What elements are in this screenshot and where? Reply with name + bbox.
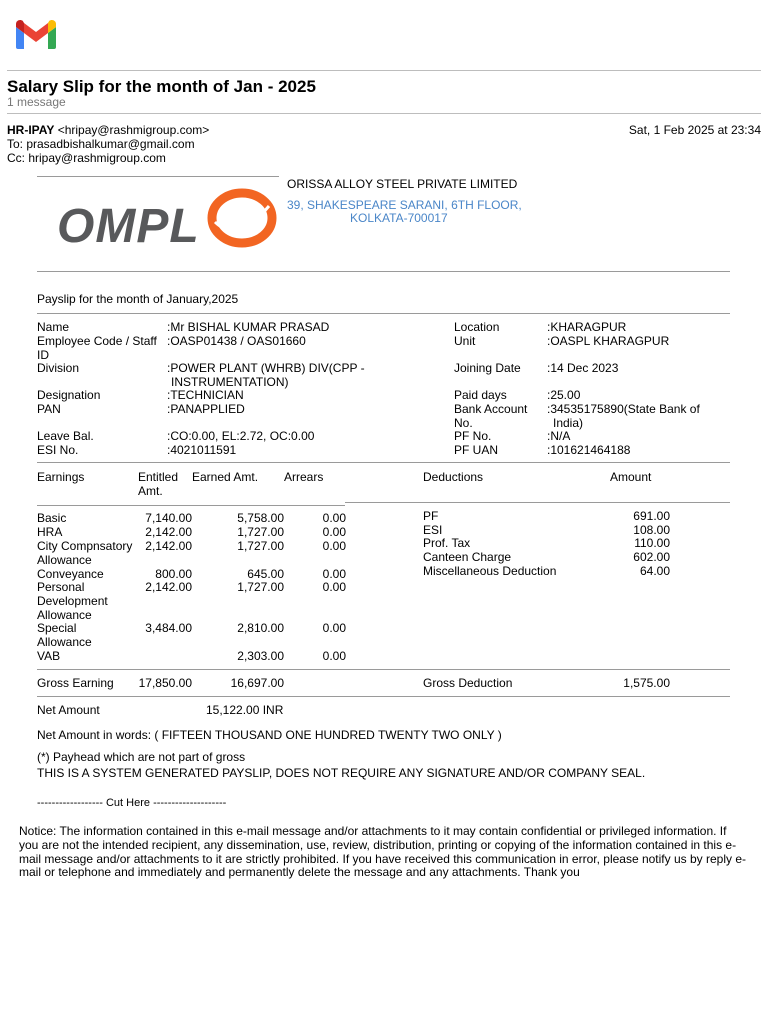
totals-top-line	[37, 669, 730, 670]
gross-entitled: 17,850.00	[138, 676, 192, 690]
amount-header: Amount	[610, 470, 652, 484]
gross-deduction-label: Gross Deduction	[423, 676, 513, 690]
company-divider	[37, 271, 730, 272]
header-divider	[7, 70, 761, 71]
company-address-line1: 39, SHAKESPEARE SARANI, 6TH FLOOR,	[287, 198, 522, 212]
name-value: :Mr BISHAL KUMAR PRASAD	[167, 320, 330, 334]
earning-earned: 1,727.00	[237, 525, 284, 539]
earning-earned: 645.00	[247, 567, 284, 581]
company-address-line2: KOLKATA-700017	[350, 211, 448, 225]
deduction-amount: 691.00	[633, 509, 670, 523]
system-generated-note: THIS IS A SYSTEM GENERATED PAYSLIP, DOES NOT REQUIRE ANY SIGNATURE AND/OR COMPANY SEAL.	[37, 766, 646, 780]
leave-value: :CO:0.00, EL:2.72, OC:0.00	[167, 429, 315, 443]
cut-here: ------------------ Cut Here --------------------	[37, 797, 227, 809]
pf-value: :N/A	[547, 429, 571, 443]
payslip-title: Payslip for the month of January,2025	[37, 292, 239, 306]
esi-value: :4021011591	[167, 443, 237, 457]
name-label: Name	[37, 320, 70, 334]
joining-label: Joining Date	[454, 361, 521, 375]
earning-entitled: 7,140.00	[145, 511, 192, 525]
earning-arrears: 0.00	[322, 649, 346, 663]
details-divider	[37, 462, 730, 463]
earning-entitled: 2,142.00	[145, 525, 192, 539]
deduction-amount: 108.00	[633, 523, 670, 537]
earning-earned: 1,727.00	[237, 539, 284, 553]
pan-value: :PANAPPLIED	[167, 402, 245, 416]
gross-earning-label: Gross Earning	[37, 676, 114, 690]
earning-arrears: 0.00	[322, 511, 346, 525]
earning-arrears: 0.00	[322, 621, 346, 635]
division-value: :POWER PLANT (WHRB) DIV(CPP - INSTRUMENTATION)	[167, 361, 365, 389]
paid-days-value: :25.00	[547, 388, 581, 402]
earning-name: Personal Development Allowance	[37, 580, 108, 622]
totals-bottom-line	[37, 696, 730, 697]
deduction-amount: 602.00	[633, 550, 670, 564]
designation-label: Designation	[37, 388, 101, 402]
earning-arrears: 0.00	[322, 580, 346, 594]
esi-label: ESI No.	[37, 443, 79, 457]
arrears-header: Arrears	[284, 470, 324, 484]
code-label: Employee Code / Staff ID	[37, 334, 157, 362]
earning-name: Conveyance	[37, 567, 104, 581]
net-amount-label: Net Amount	[37, 703, 100, 717]
deduction-amount: 64.00	[639, 564, 670, 578]
cc-recipient[interactable]: Cc: hripay@rashmigroup.com	[7, 151, 166, 165]
pan-label: PAN	[37, 402, 61, 416]
company-logo	[37, 182, 279, 250]
deductions-header: Deductions	[423, 470, 484, 484]
deduction-amount: 110.00	[634, 536, 670, 550]
net-amount-words: Net Amount in words: ( FIFTEEN THOUSAND ONE HUNDRED TWENTY TWO ONLY )	[37, 728, 502, 742]
deduction-name: PF	[423, 509, 439, 523]
sender[interactable]	[7, 123, 209, 137]
earning-name: Special Allowance	[37, 621, 92, 649]
location-value: :KHARAGPUR	[547, 320, 627, 334]
earning-entitled: 800.00	[155, 567, 192, 581]
logo-text: OMPL	[57, 200, 200, 250]
logo-top-line	[37, 176, 279, 177]
gmail-logo-icon	[12, 16, 60, 52]
sender-name: HR-IPAY	[7, 123, 55, 137]
earning-earned: 1,727.00	[237, 580, 284, 594]
entitled-header: Entitled Amt.	[138, 470, 179, 498]
email-subject: Salary Slip for the month of Jan - 2025	[7, 77, 316, 96]
message-count: 1 message	[7, 95, 66, 109]
pfuan-label: PF UAN	[454, 443, 499, 457]
header-mid-line	[345, 502, 421, 503]
earnings-header: Earnings	[37, 470, 85, 484]
leave-label: Leave Bal.	[37, 429, 94, 443]
bank-label: Bank Account No.	[454, 402, 528, 430]
earning-earned: 2,303.00	[237, 649, 284, 663]
unit-value: :OASPL KHARAGPUR	[547, 334, 670, 348]
deductions-header-line	[421, 502, 730, 503]
code-value: :OASP01438 / OAS01660	[167, 334, 306, 348]
earning-name: VAB	[37, 649, 61, 663]
company-name: ORISSA ALLOY STEEL PRIVATE LIMITED	[287, 177, 518, 191]
deduction-name: ESI	[423, 523, 443, 537]
joining-value: :14 Dec 2023	[547, 361, 619, 375]
pfuan-value: :101621464188	[547, 443, 631, 457]
pf-label: PF No.	[454, 429, 492, 443]
designation-value: :TECHNICIAN	[167, 388, 244, 402]
earning-earned: 5,758.00	[237, 511, 284, 525]
earning-arrears: 0.00	[322, 567, 346, 581]
earning-name: City Compnsatory Allowance	[37, 539, 133, 567]
earning-name: HRA	[37, 525, 63, 539]
earning-name: Basic	[37, 511, 67, 525]
earning-earned: 2,810.00	[237, 621, 284, 635]
paid-days-label: Paid days	[454, 388, 507, 402]
to-recipient[interactable]: To: prasadbishalkumar@gmail.com	[7, 137, 195, 151]
location-label: Location	[454, 320, 500, 334]
earning-arrears: 0.00	[322, 539, 346, 553]
payhead-note: (*) Payhead which are not part of gross	[37, 750, 246, 764]
earnings-header-line	[37, 505, 345, 506]
legal-notice: Notice: The information contained in this e-mail message and/or attachments to it may contain confidential or privileged information. If you are not the intended recipient, any dissemination, use, review, distribution, printing or copying of the information contained in this e-mail message and/or attachments to it are strictly prohibited. If you have received this communication in error, please notify us by reply e-mail or telephone and immediately and permanently delete the message and any attachments. Thank you	[19, 824, 747, 880]
net-amount-value: 15,122.00 INR	[206, 703, 284, 717]
gross-earned: 16,697.00	[230, 676, 284, 690]
division-label: Division	[37, 361, 80, 375]
earning-entitled: 2,142.00	[145, 580, 192, 594]
subject-divider	[7, 113, 761, 114]
earned-header: Earned Amt.	[192, 470, 259, 484]
earning-entitled: 3,484.00	[145, 621, 192, 635]
deduction-name: Miscellaneous Deduction	[423, 564, 557, 578]
earning-arrears: 0.00	[322, 525, 346, 539]
sender-email: <hripay@rashmigroup.com>	[57, 123, 210, 137]
earning-entitled: 2,142.00	[145, 539, 192, 553]
deduction-name: Canteen Charge	[423, 550, 512, 564]
deduction-name: Prof. Tax	[423, 536, 471, 550]
title-divider	[37, 313, 730, 314]
bank-value: :34535175890(State Bank of India)	[547, 402, 700, 430]
unit-label: Unit	[454, 334, 476, 348]
gross-deduction-value: 1,575.00	[623, 676, 670, 690]
email-date: Sat, 1 Feb 2025 at 23:34	[628, 123, 761, 137]
